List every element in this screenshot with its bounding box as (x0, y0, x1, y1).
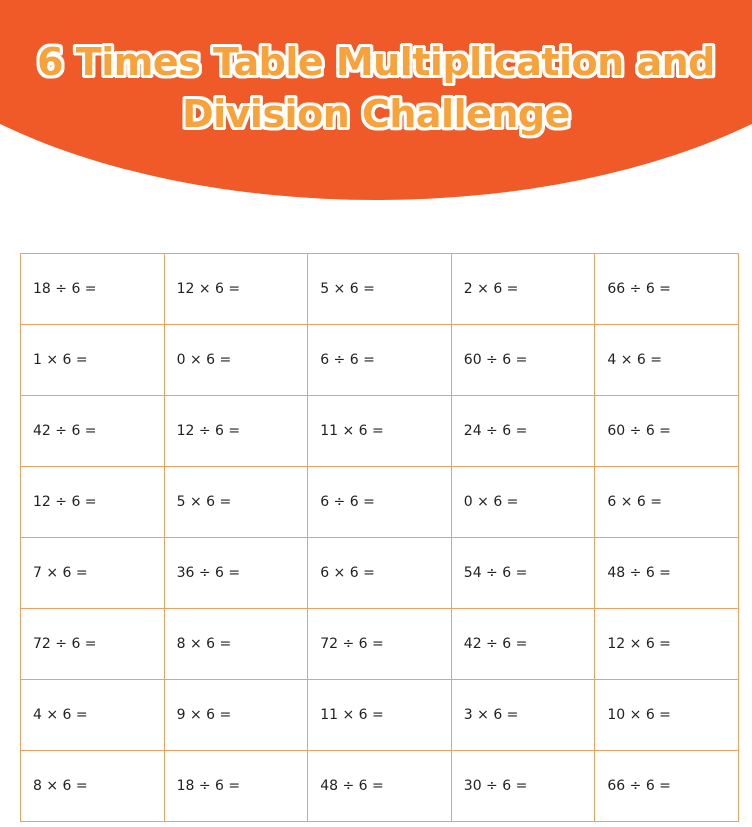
grid-row (21, 396, 739, 467)
question-cell: 66 ÷ 6 = (595, 751, 739, 822)
question-cell: 9 × 6 = (164, 680, 308, 751)
question-cell: 0 × 6 = (164, 325, 308, 396)
question-cell: 60 ÷ 6 = (451, 325, 595, 396)
grid-row (21, 254, 739, 325)
question-cell: 8 × 6 = (21, 751, 165, 822)
question-cell: 66 ÷ 6 = (595, 254, 739, 325)
grid-row (21, 467, 739, 538)
question-cell: 42 ÷ 6 = (451, 609, 595, 680)
question-cell: 72 ÷ 6 = (21, 609, 165, 680)
question-cell: 3 × 6 = (451, 680, 595, 751)
question-cell: 6 × 6 = (595, 467, 739, 538)
question-cell: 2 × 6 = (451, 254, 595, 325)
question-grid (20, 253, 739, 822)
question-cell: 5 × 6 = (308, 254, 452, 325)
question-cell: 24 ÷ 6 = (451, 396, 595, 467)
title-line-1: 6 Times Table Multiplication and (37, 40, 715, 84)
question-cell: 72 ÷ 6 = (308, 609, 452, 680)
question-cell: 30 ÷ 6 = (451, 751, 595, 822)
question-cell: 4 × 6 = (21, 680, 165, 751)
grid-row (21, 680, 739, 751)
question-cell: 0 × 6 = (451, 467, 595, 538)
question-cell: 11 × 6 = (308, 680, 452, 751)
question-cell: 7 × 6 = (21, 538, 165, 609)
question-cell: 36 ÷ 6 = (164, 538, 308, 609)
grid-row (21, 609, 739, 680)
question-cell: 6 ÷ 6 = (308, 325, 452, 396)
question-cell: 48 ÷ 6 = (308, 751, 452, 822)
question-cell: 8 × 6 = (164, 609, 308, 680)
question-cell: 18 ÷ 6 = (21, 254, 165, 325)
grid-row (21, 325, 739, 396)
question-cell: 5 × 6 = (164, 467, 308, 538)
question-cell: 10 × 6 = (595, 680, 739, 751)
question-cell: 12 ÷ 6 = (164, 396, 308, 467)
question-cell: 12 × 6 = (595, 609, 739, 680)
question-cell: 18 ÷ 6 = (164, 751, 308, 822)
grid-row (21, 538, 739, 609)
grid-row (21, 751, 739, 822)
page-title (0, 36, 752, 140)
title-line-2: Division Challenge (182, 92, 570, 136)
question-cell: 4 × 6 = (595, 325, 739, 396)
question-cell: 6 ÷ 6 = (308, 467, 452, 538)
question-cell: 1 × 6 = (21, 325, 165, 396)
question-cell: 54 ÷ 6 = (451, 538, 595, 609)
question-cell: 6 × 6 = (308, 538, 452, 609)
question-cell: 11 × 6 = (308, 396, 452, 467)
question-cell: 48 ÷ 6 = (595, 538, 739, 609)
question-cell: 42 ÷ 6 = (21, 396, 165, 467)
question-cell: 60 ÷ 6 = (595, 396, 739, 467)
question-cell: 12 ÷ 6 = (21, 467, 165, 538)
question-cell: 12 × 6 = (164, 254, 308, 325)
